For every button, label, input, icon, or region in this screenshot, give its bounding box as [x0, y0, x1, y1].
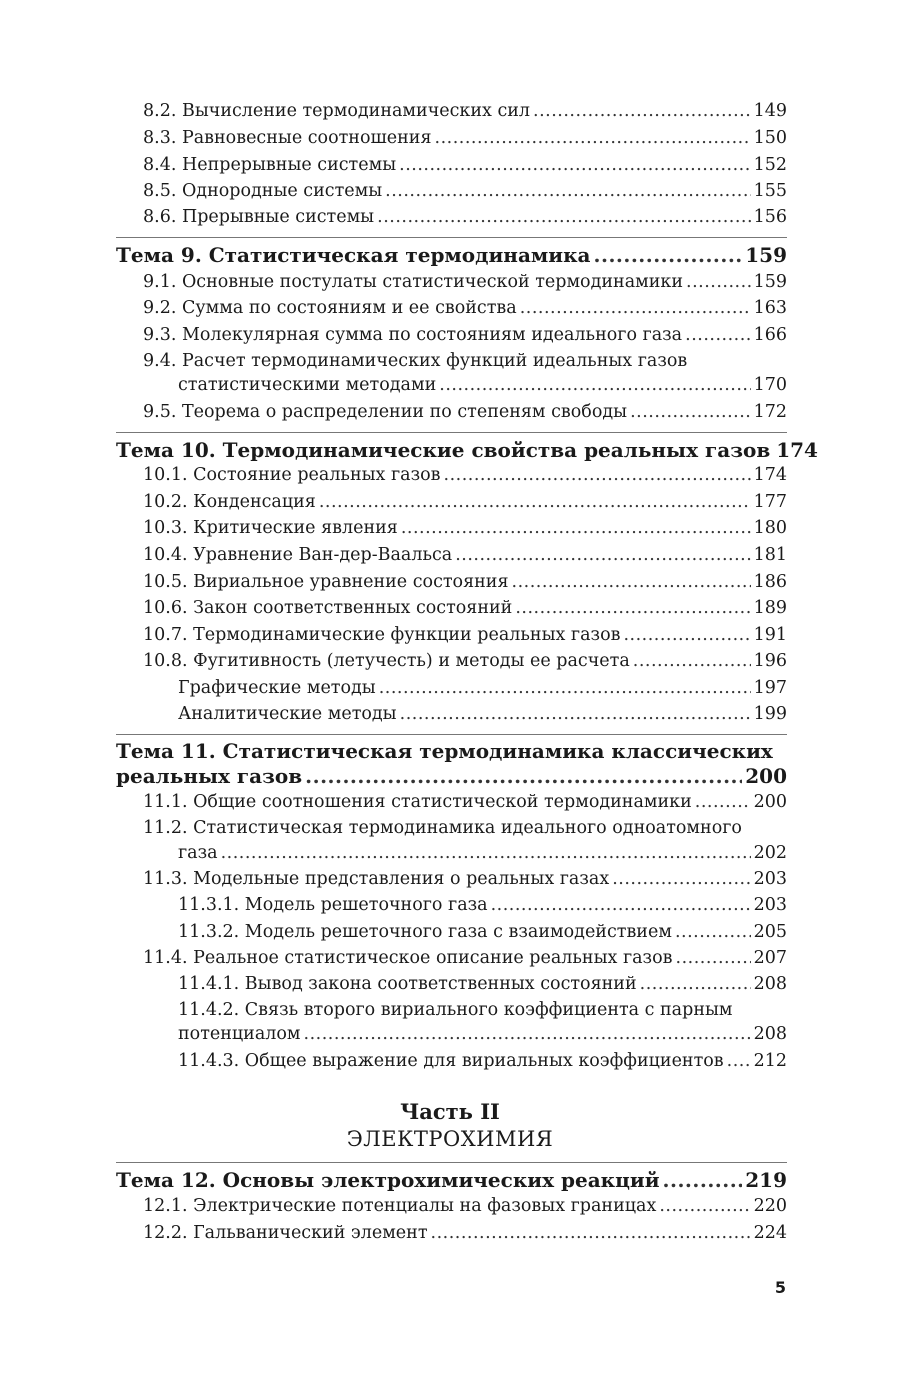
dot-leader [455, 545, 750, 565]
toc-topic-heading[interactable] [116, 764, 787, 788]
toc-entry[interactable] [143, 325, 787, 345]
dot-leader [675, 922, 751, 942]
dot-leader [512, 572, 751, 592]
toc-entry[interactable] [143, 792, 787, 812]
page-number: 156 [753, 207, 787, 227]
page-number: 149 [753, 101, 787, 121]
toc-entry[interactable] [143, 155, 787, 175]
entry-title: 8.6. Прерывные системы [143, 207, 375, 227]
toc-entry[interactable] [178, 922, 787, 942]
entry-title: 11.3.1. Модель решеточного газа [178, 895, 488, 915]
entry-title: 11.3.2. Модель решеточного газа с взаимодействием [178, 922, 672, 942]
page-number: 203 [753, 895, 787, 915]
entry-title: 11.1. Общие соотношения статистической термодинамики [143, 792, 692, 812]
page-number: 220 [753, 1196, 787, 1216]
dot-leader [695, 792, 751, 812]
entry-title: 11.3. Модельные представления о реальных газах [143, 869, 610, 889]
toc-entry[interactable] [143, 572, 787, 592]
page-number: 212 [753, 1051, 787, 1071]
topic-title: Тема 10. Термодинамические свойства реальных газов [116, 438, 771, 462]
topic-title: Тема 9. Статистическая термодинамика [116, 243, 591, 267]
dot-leader [659, 1196, 750, 1216]
entry-title: 10.5. Вириальное уравнение состояния [143, 572, 509, 592]
entry-title: Графические методы [178, 678, 376, 698]
dot-leader [435, 128, 751, 148]
topic-title-line2: реальных газов [116, 764, 303, 788]
dot-leader [623, 625, 750, 645]
entry-title-line2: статистическими методами [178, 375, 437, 395]
entry-title: 10.2. Конденсация [143, 492, 316, 512]
toc-topic-heading[interactable] [116, 243, 787, 267]
entry-title-line2: газа [178, 843, 218, 863]
dot-leader [663, 1168, 743, 1192]
page-number: 205 [753, 922, 787, 942]
toc-entry[interactable] [178, 704, 787, 724]
page-number: 200 [753, 792, 787, 812]
toc-entry[interactable] [143, 545, 787, 565]
page-number: 180 [753, 518, 787, 538]
toc-entry[interactable] [178, 895, 787, 915]
toc-entry[interactable] [143, 651, 787, 671]
dot-leader [444, 465, 751, 485]
toc-entry[interactable] [143, 869, 787, 889]
dot-leader [685, 325, 750, 345]
dot-leader [400, 704, 751, 724]
toc-entry[interactable] [143, 518, 787, 538]
page-number: 202 [753, 843, 787, 863]
toc-entry[interactable] [143, 402, 787, 422]
entry-title: 12.1. Электрические потенциалы на фазовых границах [143, 1196, 657, 1216]
dot-leader [533, 101, 751, 121]
page-number: 150 [753, 128, 787, 148]
page-number: 174 [753, 465, 787, 485]
entry-title: 10.7. Термодинамические функции реальных газов [143, 625, 621, 645]
dot-leader [377, 207, 750, 227]
entry-title: 10.3. Критические явления [143, 518, 398, 538]
page-number: 159 [745, 243, 787, 267]
page-number: 208 [753, 1024, 787, 1044]
page-number: 155 [753, 181, 787, 201]
dot-leader [221, 843, 751, 863]
page-number: 152 [753, 155, 787, 175]
toc-entry[interactable] [143, 598, 787, 618]
entry-title: 9.3. Молекулярная сумма по состояниям идеального газа [143, 325, 683, 345]
entry-title-line1: 9.4. Расчет термодинамических функций идеальных газов [143, 351, 688, 371]
toc-entry[interactable] [178, 974, 787, 994]
page-number: 207 [753, 948, 787, 968]
page-number: 189 [753, 598, 787, 618]
entry-title: 12.2. Гальванический элемент [143, 1223, 428, 1243]
entry-title-line2: потенциалом [178, 1024, 301, 1044]
part-subtitle: ЭЛЕКТРОХИМИЯ [346, 1127, 554, 1151]
toc-topic-heading[interactable] [116, 1168, 787, 1192]
toc-entry[interactable] [143, 1223, 787, 1243]
dot-leader [612, 869, 750, 889]
dot-leader [727, 1051, 751, 1071]
toc-entry[interactable] [178, 1051, 787, 1071]
page-number: 174 [776, 438, 818, 462]
toc-topic-heading[interactable] [116, 438, 818, 462]
topic-title-line1: Тема 11. Статистическая термодинамика классических [116, 739, 773, 763]
entry-title: 9.2. Сумма по состояниям и ее свойства [143, 298, 517, 318]
page-number: 181 [753, 545, 787, 565]
toc-entry[interactable] [178, 678, 787, 698]
entry-title: 10.8. Фугитивность (летучесть) и методы ее расчета [143, 651, 630, 671]
page-folio: 5 [774, 1278, 786, 1297]
toc-entry[interactable] [178, 1024, 787, 1044]
entry-title: Аналитические методы [178, 704, 397, 724]
dot-leader [304, 1024, 751, 1044]
section-divider [116, 734, 787, 735]
entry-title: 10.1. Состояние реальных газов [143, 465, 441, 485]
part-title: Часть II [400, 1099, 500, 1124]
page-number: 186 [753, 572, 787, 592]
entry-title: 11.4.3. Общее выражение для вириальных коэффициентов [178, 1051, 724, 1071]
toc-entry[interactable] [143, 128, 787, 148]
dot-leader [401, 518, 751, 538]
dot-leader [319, 492, 751, 512]
page-number: 191 [753, 625, 787, 645]
page-number: 200 [745, 764, 787, 788]
dot-leader [305, 764, 742, 788]
toc-entry[interactable] [143, 492, 787, 512]
entry-title-line1: 11.2. Статистическая термодинамика идеального одноатомного [143, 818, 742, 838]
page-number: 172 [753, 402, 787, 422]
entry-title: 9.1. Основные постулаты статистической термодинамики [143, 272, 684, 292]
entry-title: 8.2. Вычисление термодинамических сил [143, 101, 531, 121]
dot-leader [594, 243, 743, 267]
dot-leader [439, 375, 750, 395]
dot-leader [630, 402, 751, 422]
entry-title: 11.4.1. Вывод закона соответственных состояний [178, 974, 637, 994]
toc-entry[interactable] [143, 948, 787, 968]
dot-leader [520, 298, 751, 318]
entry-title: 11.4. Реальное статистическое описание реальных газов [143, 948, 673, 968]
topic-title: Тема 12. Основы электрохимических реакций [116, 1168, 660, 1192]
dot-leader [379, 678, 751, 698]
page-number: 197 [753, 678, 787, 698]
section-divider [116, 237, 787, 238]
dot-leader [686, 272, 751, 292]
page-number: 163 [753, 298, 787, 318]
toc-entry[interactable] [143, 625, 787, 645]
dot-leader [491, 895, 751, 915]
page-number: 196 [753, 651, 787, 671]
dot-leader [399, 155, 750, 175]
toc-entry[interactable] [143, 465, 787, 485]
dot-leader [640, 974, 751, 994]
page-number: 166 [753, 325, 787, 345]
page-number: 208 [753, 974, 787, 994]
dot-leader [676, 948, 751, 968]
entry-title-line1: 11.4.2. Связь второго вириального коэффициента с парным [178, 1000, 733, 1020]
page-number: 159 [753, 272, 787, 292]
page-number: 224 [753, 1223, 787, 1243]
entry-title: 9.5. Теорема о распределении по степеням свободы [143, 402, 628, 422]
entry-title: 10.4. Уравнение Ван-дер-Ваальса [143, 545, 453, 565]
section-divider [116, 432, 787, 433]
toc-entry[interactable] [178, 843, 787, 863]
toc-entry[interactable] [143, 181, 787, 201]
entry-title: 10.6. Закон соответственных состояний [143, 598, 513, 618]
page-number: 177 [753, 492, 787, 512]
page-number: 219 [745, 1168, 787, 1192]
dot-leader [633, 651, 751, 671]
toc-entry[interactable] [143, 207, 787, 227]
toc-entry[interactable] [143, 298, 787, 318]
toc-entry[interactable] [143, 272, 787, 292]
page-number: 203 [753, 869, 787, 889]
toc-entry[interactable] [143, 1196, 787, 1216]
entry-title: 8.4. Непрерывные системы [143, 155, 397, 175]
toc-entry[interactable] [143, 101, 787, 121]
dot-leader [515, 598, 750, 618]
entry-title: 8.3. Равновесные соотношения [143, 128, 432, 148]
section-divider [116, 1162, 787, 1163]
dot-leader [431, 1223, 751, 1243]
page-number: 170 [753, 375, 787, 395]
toc-entry[interactable] [178, 375, 787, 395]
dot-leader [385, 181, 750, 201]
entry-title: 8.5. Однородные системы [143, 181, 383, 201]
page-number: 199 [753, 704, 787, 724]
